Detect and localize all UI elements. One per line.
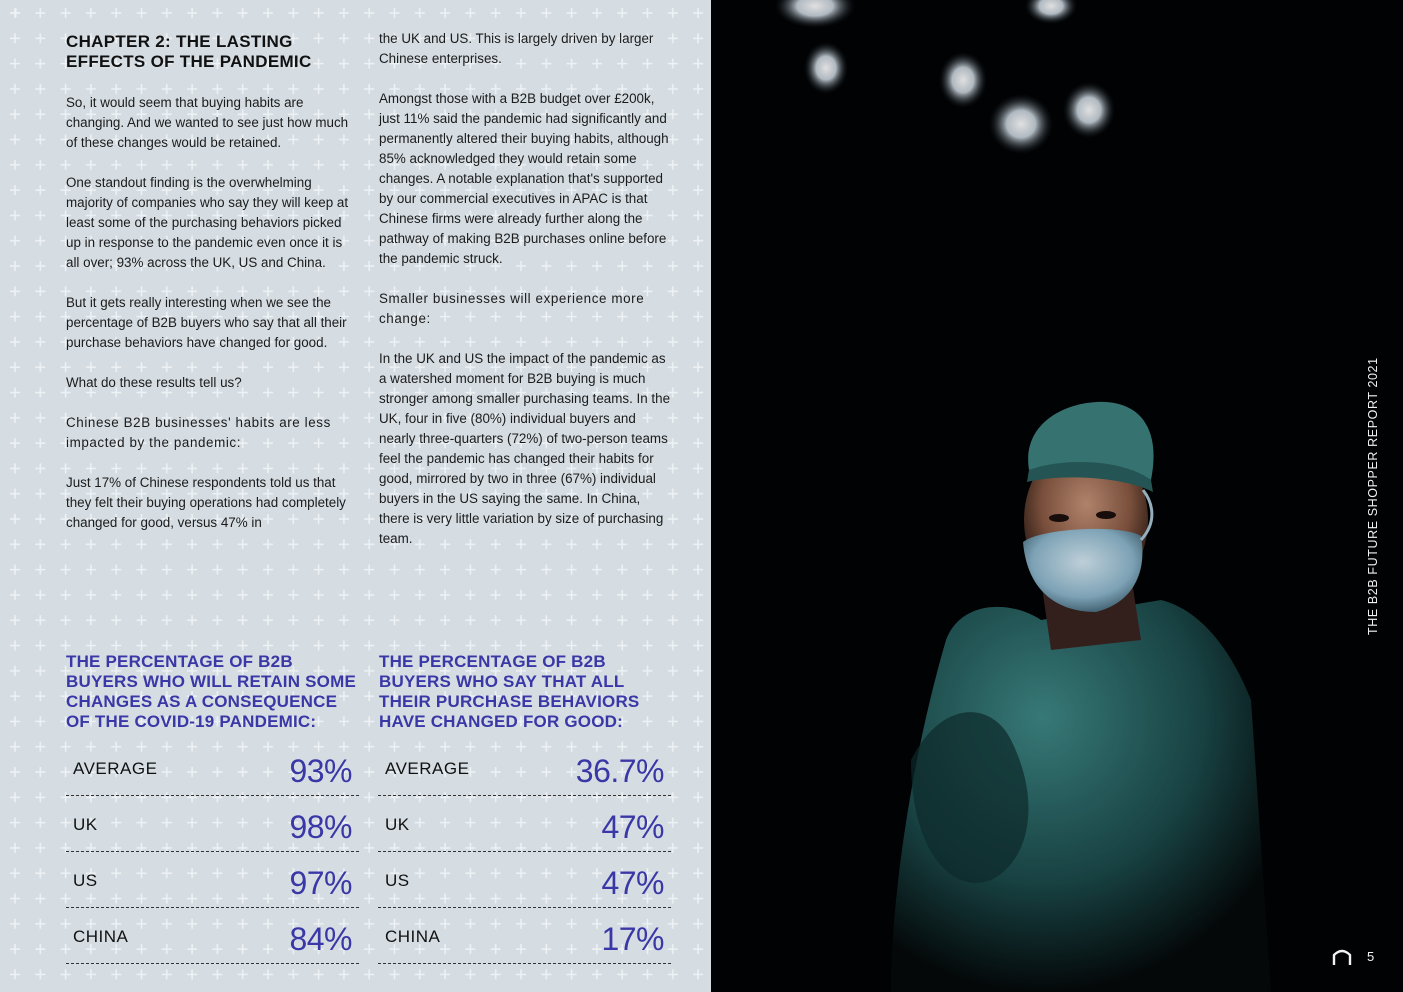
paragraph: the UK and US. This is largely driven by larger Chinese enterprises. xyxy=(379,31,654,66)
home-icon[interactable] xyxy=(1331,946,1353,966)
stat-row-average xyxy=(378,740,671,796)
surgeon-photo xyxy=(711,0,1403,992)
stat-label: CHINA xyxy=(385,927,441,946)
stats-changed-heading: THE PERCENTAGE OF B2B BUYERS WHO SAY THAT ALL THEIR PURCHASE BEHAVIORS HAVE CHANGED FOR GOOD: xyxy=(379,652,640,731)
stat-row-us xyxy=(66,852,359,908)
stats-retain-table xyxy=(66,740,359,964)
stat-label: US xyxy=(73,871,98,890)
paragraph: One standout finding is the overwhelming majority of companies who say they will keep at least some of the purchasing behaviors picked up in response to the pandemic even once it is all over; 93% across the UK, US and China. xyxy=(66,175,349,270)
surgeon-photo-illustration xyxy=(711,0,1403,992)
paragraph: Amongst those with a B2B budget over £200k, just 11% said the pandemic had significantly and permanently altered their buying habits, although 85% acknowledged they would retain some changes. A notable explanation that's supported by our commercial executives in APAC is that Chinese firms were already further along the pathway of making B2B purchases online before the pandemic struck. xyxy=(379,91,669,266)
stats-retain-heading: THE PERCENTAGE OF B2B BUYERS WHO WILL RETAIN SOME CHANGES AS A CONSEQUENCE OF THE COVID-19 PANDEMIC: xyxy=(66,652,356,731)
stat-label: US xyxy=(385,871,410,890)
stat-label: AVERAGE xyxy=(385,759,470,778)
stat-row-china xyxy=(66,908,359,964)
subheading: Chinese B2B businesses' habits are less impacted by the pandemic: xyxy=(66,415,331,450)
paragraph: What do these results tell us? xyxy=(66,375,242,390)
stat-label: UK xyxy=(385,815,410,834)
paragraph: Just 17% of Chinese respondents told us that they felt their buying operations had completely changed for good, versus 47% in xyxy=(66,475,346,530)
stat-value: 17% xyxy=(601,921,664,957)
stat-value: 93% xyxy=(289,753,352,789)
stat-label: AVERAGE xyxy=(73,759,158,778)
stat-value: 36.7% xyxy=(575,753,664,789)
stats-changed-table xyxy=(378,740,671,964)
paragraph: But it gets really interesting when we see the percentage of B2B buyers who say that all their purchase behaviors have changed for good. xyxy=(66,295,347,350)
stat-row-average xyxy=(66,740,359,796)
stat-value: 47% xyxy=(601,809,664,845)
stat-label: CHINA xyxy=(73,927,129,946)
page-number: 5 xyxy=(1367,949,1375,964)
text-column-2 xyxy=(379,29,674,569)
stat-row-uk xyxy=(66,796,359,852)
text-column-1 xyxy=(66,93,358,553)
stat-label: UK xyxy=(73,815,98,834)
stat-row-us xyxy=(378,852,671,908)
subheading: Smaller businesses will experience more change: xyxy=(379,291,645,326)
paragraph: In the UK and US the impact of the pandemic as a watershed moment for B2B buying is much stronger among smaller purchasing teams. In the UK, four in five (80%) individual buyers and nearly three-quarters (72%) of two-person teams feel the pandemic has changed their habits for good, mirrored by two in three (67%) individual buyers in the US saying the same. In China, there is very little variation by size of purchasing team. xyxy=(379,351,671,546)
stat-value: 84% xyxy=(289,921,352,957)
stat-row-uk xyxy=(378,796,671,852)
stat-value: 47% xyxy=(601,865,664,901)
stat-value: 98% xyxy=(289,809,352,845)
paragraph: So, it would seem that buying habits are changing. And we wanted to see just how much of these changes would be retained. xyxy=(66,95,349,150)
stat-row-china xyxy=(378,908,671,964)
chapter-title: CHAPTER 2: THE LASTING EFFECTS OF THE PANDEMIC xyxy=(66,32,312,71)
stat-value: 97% xyxy=(289,865,352,901)
running-title: THE B2B FUTURE SHOPPER REPORT 2021 xyxy=(1366,357,1380,635)
